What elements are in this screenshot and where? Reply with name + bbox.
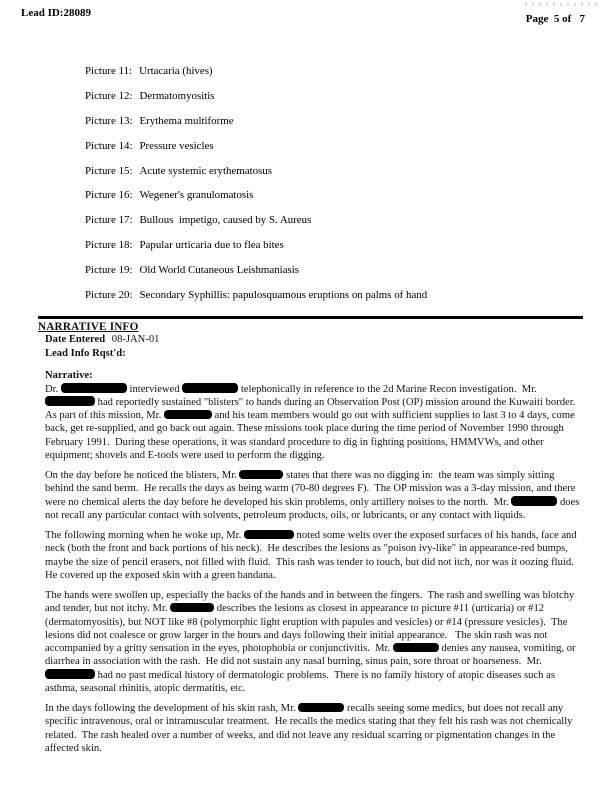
picture-description: Papular urticaria due to flea bites xyxy=(139,239,284,252)
picture-item xyxy=(85,289,611,314)
redaction-bar xyxy=(239,470,283,480)
picture-label: Picture 11: xyxy=(85,65,133,77)
picture-description: Bullous impetigo, caused by S. Aureus xyxy=(139,214,312,227)
picture-label: Picture 12: xyxy=(85,89,133,102)
picture-item xyxy=(85,90,611,115)
date-entered-value: 08-JAN-01 xyxy=(111,333,160,345)
section-title: NARRATIVE INFO xyxy=(38,320,139,333)
picture-item xyxy=(85,239,611,264)
redaction-bar xyxy=(393,643,439,653)
picture-description: Wegener's granulomatosis xyxy=(139,189,254,202)
page-number: Page 5 of 7 xyxy=(525,13,585,25)
picture-label: Picture 16: xyxy=(85,189,133,202)
picture-description: Erythema multiforme xyxy=(139,114,234,127)
picture-description: Pressure vesicles xyxy=(139,139,214,152)
picture-item xyxy=(85,214,611,239)
narrative-section xyxy=(38,316,583,755)
redaction-bar xyxy=(61,383,127,393)
picture-label: Picture 17: xyxy=(85,214,133,227)
redaction-bar xyxy=(164,410,212,420)
narrative-paragraphs xyxy=(38,383,583,756)
picture-description: Acute systemic erythematosus xyxy=(139,164,272,177)
redaction-bar xyxy=(298,703,344,713)
picture-label: Picture 20: xyxy=(85,289,133,302)
picture-item xyxy=(85,115,611,140)
picture-label: Picture 19: xyxy=(85,264,133,277)
picture-label: Picture 13: xyxy=(85,114,133,127)
picture-description: Old World Cutaneous Leishmaniasis xyxy=(139,264,300,277)
date-entered-line xyxy=(45,333,583,347)
picture-item xyxy=(85,140,611,165)
redaction-bar xyxy=(45,396,95,406)
lead-id: Lead ID:28089 xyxy=(21,7,91,19)
redaction-bar xyxy=(170,603,214,613)
redaction-bar xyxy=(182,383,238,393)
redaction-bar xyxy=(45,669,95,679)
narrative-paragraph: The hands were swollen up, especially the backs of the hands and in between the fingers. The rash and swelling was blotchy and tender, but not itchy. Mr. describes the lesions as closest in appearance to picture #11 (urticaria) or #12 (dermatomyositis), but NOT like #8 (polymorphic light eruption with papules and vesicles) or #14 (pressure vesicles). The lesions did not coalesce or grow larger in the hours and days following their initial appearance. The skin rash was not accompanied by a gritty sensation in the eyes, photophobia or conjunctivitis. Mr. denies any nausea, vomiting, or diarrhea in association with the rash. He did not sustain any nasal burning, sinus pain, sore throat or hoarseness. Mr. had no past medical history of dermatologic problems. There is no family history of atopic diseases such as asthma, seasonal rhinitis, atopic dermatitis, etc. xyxy=(45,590,579,694)
picture-item xyxy=(85,264,611,289)
picture-item xyxy=(85,65,611,90)
narrative-paragraph: The following morning when he woke up, Mr. noted some welts over the exposed surfaces of his hands, face and neck (both the front and back portions of his neck). He describes the lesions as "poison ivy-like" in appearance-red bumps, maybe the size of pencil erasers, not filled with fluid. This rash was tender to touch, but did not itch, nor was it oozing fluid. He covered up the exposed skin with a green bandana. xyxy=(45,530,580,581)
redaction-bar xyxy=(511,496,557,506)
picture-item xyxy=(85,165,611,190)
redaction-bar xyxy=(244,530,294,540)
picture-description: Secondary Syphillis: papulosquamous eruptions on palms of hand xyxy=(139,289,428,302)
scan-artifact xyxy=(525,3,601,6)
narrative-paragraph: Dr. interviewed telephonically in reference to the 2d Marine Recon investigation. Mr. had reportedly sustained "blisters" to hands during an Observation Post (OP) mission around the Kuwaiti border. As part of this mission, Mr. and his team members would go out with sufficient supplies to last 3 to 4 days, come back, get re-supplied, and go back out again. These missions took place during the time period of November 1990 through February 1991. During these operations, it was standard procedure to dig in fighting positions, HMMVWs, and other equipment; shovels and E-tools were used to perform the digging. xyxy=(45,383,581,461)
picture-label: Picture 18: xyxy=(85,239,133,252)
page-header xyxy=(0,0,611,25)
picture-description: Urtacaria (hives) xyxy=(139,65,213,77)
date-entered-label: Date Entered xyxy=(45,333,106,345)
picture-label: Picture 15: xyxy=(85,164,133,177)
narrative-label: Narrative: xyxy=(45,370,93,382)
picture-item xyxy=(85,189,611,214)
lead-info-label: Lead Info Rqst'd: xyxy=(45,347,126,359)
narrative-paragraph: In the days following the development of his skin rash, Mr. recalls seeing some medics, but does not recall any specific intravenous, oral or intramuscular treatment. He recalls the medics stating that they felt his rash was not chemically related. The rash healed over a number of weeks, and did not leave any residual scarring or pigmentation changes in the affected skin. xyxy=(45,703,576,754)
picture-description: Dermatomyositis xyxy=(139,89,215,102)
picture-label: Picture 14: xyxy=(85,139,133,152)
narrative-paragraph: On the day before he noticed the blisters, Mr. states that there was no digging in: the team was simply sitting behind the sand berm. He recalls the days as being warm (70-80 degrees F). The OP mission was a 3-day mission, and there were no chemical alerts the day before he developed his skin problems, only artillery noises to the north. Mr. does not recall any particular contact with solvents, petroleum products, oils, or lubricants, or any contact with liquids. xyxy=(45,470,583,521)
picture-list xyxy=(85,65,611,314)
